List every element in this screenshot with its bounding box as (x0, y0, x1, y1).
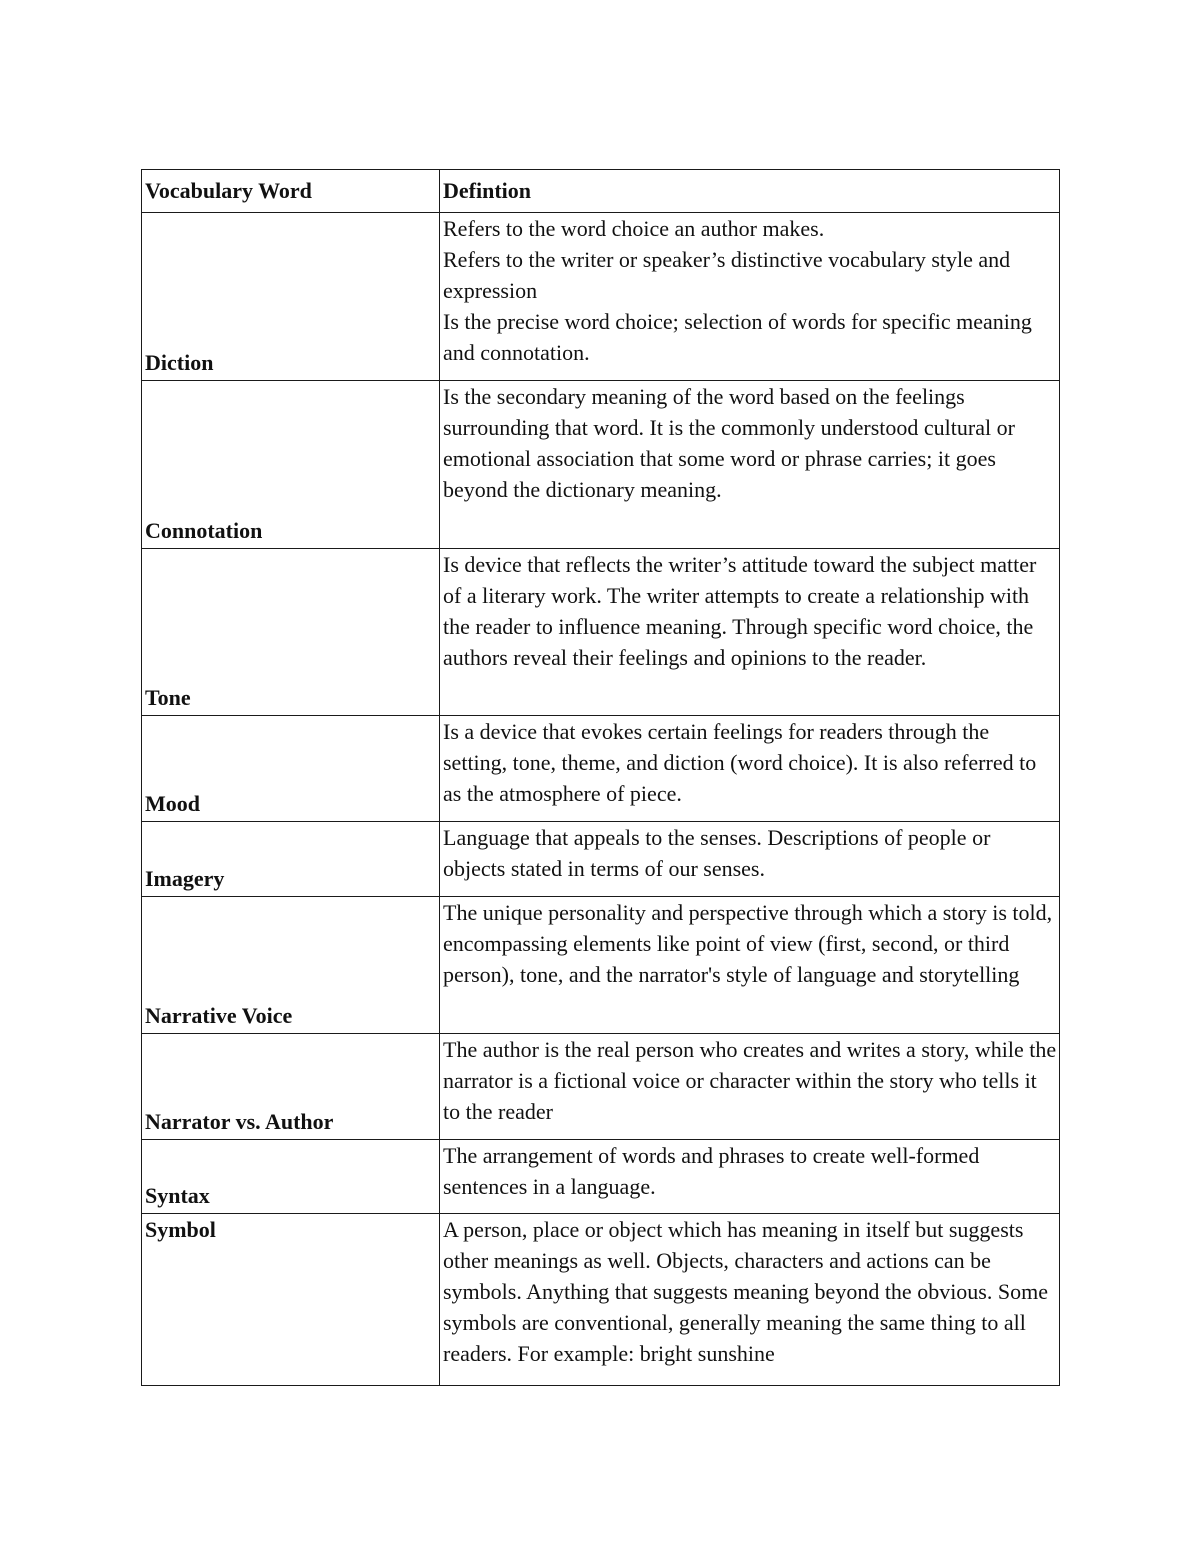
term-cell: Tone (142, 549, 440, 716)
term-cell: Connotation (142, 381, 440, 549)
term-cell: Mood (142, 716, 440, 822)
definition-line: Refers to the word choice an author makes. (443, 216, 825, 241)
definition-line: Refers to the writer or speaker’s distinctive vocabulary style and expression (443, 247, 1011, 303)
definition-cell (440, 716, 1060, 822)
table-header-row (142, 170, 1060, 213)
table-row-narrative-voice (142, 897, 1060, 1034)
table-row-symbol (142, 1214, 1060, 1386)
table-row-mood (142, 716, 1060, 822)
vocabulary-table (141, 169, 1060, 1386)
definition-cell (440, 897, 1060, 1034)
definition-cell (440, 1140, 1060, 1214)
term-cell: Narrator vs. Author (142, 1034, 440, 1140)
term-cell: Diction (142, 213, 440, 381)
definition-line: A person, place or object which has meaning in itself but suggests other meanings as well. Objects, characters and actions can be symbols. Anything that suggests meaning beyond the obvious. Some symbols are conventional, generally meaning the same thing to all readers. For example: bright sunshine (443, 1217, 1048, 1366)
definition-line: Is device that reflects the writer’s attitude toward the subject matter of a literary work. The writer attempts to create a relationship with the reader to influence meaning. Through specific word choice, the authors reveal their feelings and opinions to the reader. (443, 552, 1037, 670)
definition-cell (440, 549, 1060, 716)
term-cell: Syntax (142, 1140, 440, 1214)
definition-cell (440, 213, 1060, 381)
definition-cell (440, 822, 1060, 897)
table-row-tone (142, 549, 1060, 716)
header-definition: Defintion (440, 170, 1060, 213)
definition-line: Is the precise word choice; selection of words for specific meaning and connotation. (443, 309, 1032, 365)
definition-line: The unique personality and perspective through which a story is told, encompassing elements like point of view (first, second, or third person), tone, and the narrator's style of language and storytelling (443, 900, 1053, 987)
table-row-syntax (142, 1140, 1060, 1214)
definition-line: The arrangement of words and phrases to create well-formed sentences in a language. (443, 1143, 980, 1199)
definition-line: Language that appeals to the senses. Descriptions of people or objects stated in terms of our senses. (443, 825, 991, 881)
definition-line: Is a device that evokes certain feelings for readers through the setting, tone, theme, and diction (word choice). It is also referred to as the atmosphere of piece. (443, 719, 1037, 806)
definition-cell (440, 381, 1060, 549)
term-cell: Imagery (142, 822, 440, 897)
definition-line: The author is the real person who creates and writes a story, while the narrator is a fictional voice or character within the story who tells it to the reader (443, 1037, 1057, 1124)
term-cell: Narrative Voice (142, 897, 440, 1034)
definition-cell (440, 1214, 1060, 1386)
header-vocabulary-word: Vocabulary Word (142, 170, 440, 213)
table-row-connotation (142, 381, 1060, 549)
definition-line: Is the secondary meaning of the word based on the feelings surrounding that word. It is the commonly understood cultural or emotional association that some word or phrase carries; it goes beyond the dictionary meaning. (443, 384, 1015, 502)
table-row-imagery (142, 822, 1060, 897)
term-cell: Symbol (142, 1214, 440, 1386)
table-row-narrator-vs-author (142, 1034, 1060, 1140)
table-row-diction (142, 213, 1060, 381)
definition-cell (440, 1034, 1060, 1140)
